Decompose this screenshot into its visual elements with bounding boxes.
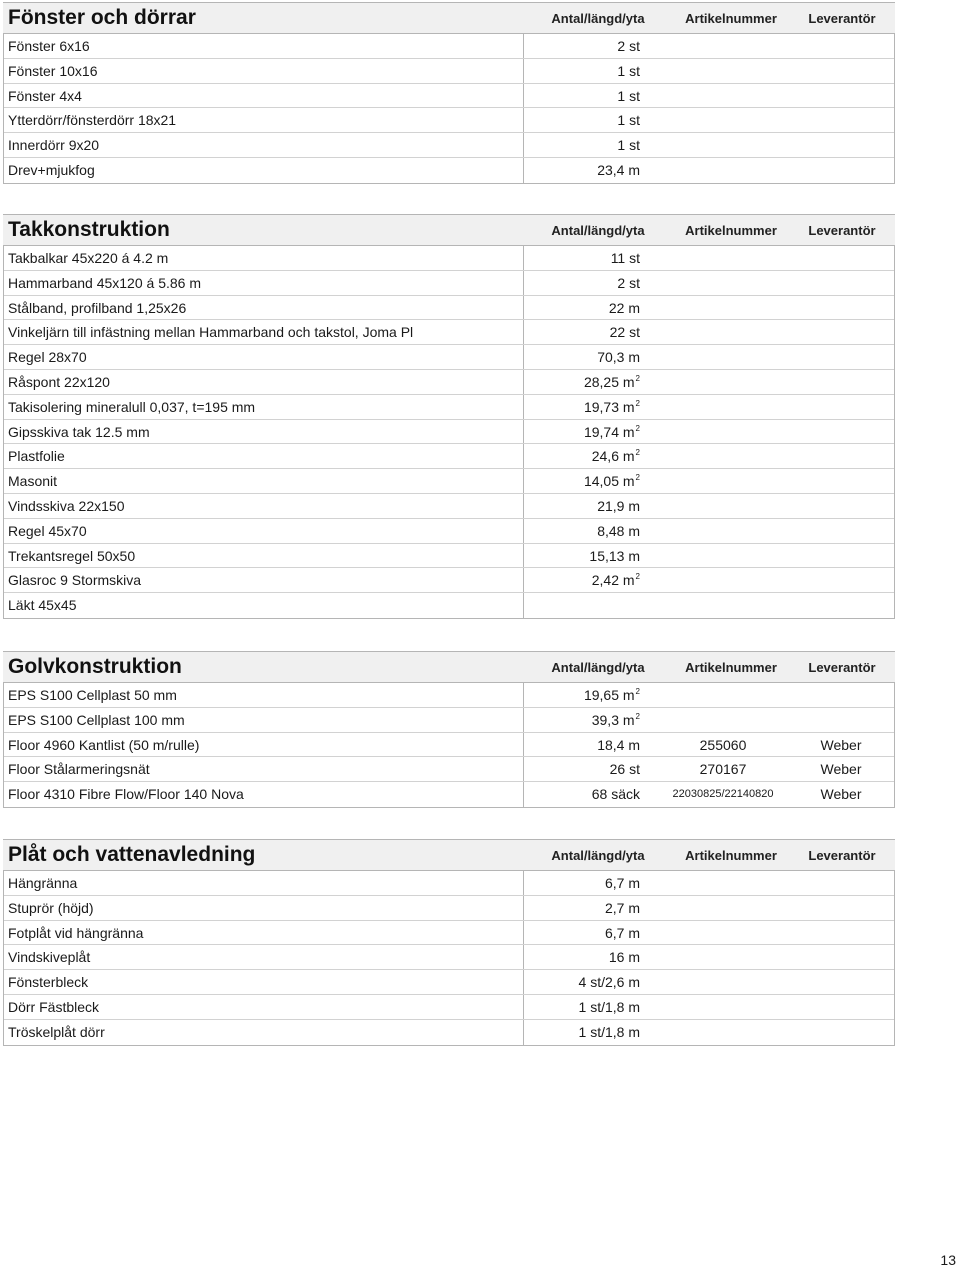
item-quantity xyxy=(523,544,658,568)
quantity-value: 2,42 m xyxy=(591,572,635,589)
quantity-value: 21,9 m xyxy=(597,497,640,514)
item-quantity xyxy=(523,733,658,757)
item-quantity xyxy=(523,593,658,618)
item-supplier xyxy=(788,519,894,543)
quantity-value: 8,48 m xyxy=(597,522,640,539)
quantity-value: 19,65 m xyxy=(583,687,635,703)
item-quantity xyxy=(523,568,658,592)
section-header xyxy=(3,2,895,34)
quantity-value: 2,7 m xyxy=(604,899,640,916)
item-article-number xyxy=(658,108,788,132)
quantity-value: 1 st xyxy=(617,62,640,79)
column-header-quantity: Antal/längd/yta xyxy=(551,11,645,26)
item-quantity xyxy=(523,782,658,807)
table-row xyxy=(4,271,894,296)
item-article-number xyxy=(658,345,788,369)
item-name: Takbalkar 45x220 á 4.2 m xyxy=(8,250,169,266)
table-row xyxy=(4,896,894,921)
item-supplier xyxy=(788,271,894,295)
column-header-article: Artikelnummer xyxy=(685,223,777,238)
item-article-number xyxy=(658,871,788,895)
item-article-number xyxy=(658,544,788,568)
unit-exponent: 2 xyxy=(635,373,640,383)
item-supplier xyxy=(788,708,894,732)
item-article-number xyxy=(658,568,788,592)
item-quantity xyxy=(523,108,658,132)
item-article-number xyxy=(658,995,788,1019)
item-quantity xyxy=(523,1020,658,1045)
quantity-value: 6,7 m xyxy=(604,924,640,941)
item-name: Innerdörr 9x20 xyxy=(8,137,100,154)
table-row xyxy=(4,108,894,133)
table-row xyxy=(4,708,894,733)
item-name: Hängränna xyxy=(8,875,78,891)
table-row xyxy=(4,970,894,995)
quantity-value: 24,6 m xyxy=(591,448,635,465)
item-supplier xyxy=(788,970,894,994)
item-article-number xyxy=(658,921,788,945)
table-row xyxy=(4,494,894,519)
item-name: Takisolering mineralull 0,037, t=195 mm xyxy=(8,398,256,415)
column-header-article: Artikelnummer xyxy=(685,660,777,675)
item-article-number xyxy=(658,246,788,270)
table-row xyxy=(4,158,894,183)
column-header-article: Artikelnummer xyxy=(685,11,777,26)
quantity-value: 39,3 m xyxy=(591,711,635,728)
section-table xyxy=(3,34,895,184)
item-supplier xyxy=(788,544,894,568)
section-table xyxy=(3,683,895,808)
item-name: Glasroc 9 Stormskiva xyxy=(8,572,142,589)
table-row xyxy=(4,544,894,569)
item-name: Floor 4960 Kantlist (50 m/rulle) xyxy=(8,736,200,753)
table-row xyxy=(4,921,894,946)
unit-exponent: 2 xyxy=(635,423,640,433)
column-header-supplier: Leverantör xyxy=(808,223,876,238)
quantity-value: 1 st xyxy=(617,137,640,154)
item-quantity xyxy=(523,871,658,895)
quantity-value: 11 st xyxy=(610,250,640,266)
item-article-number xyxy=(658,444,788,468)
item-name: Läkt 45x45 xyxy=(8,597,77,614)
item-supplier xyxy=(788,921,894,945)
item-article-number xyxy=(658,133,788,157)
section-table xyxy=(3,871,895,1046)
item-supplier xyxy=(788,395,894,419)
item-supplier xyxy=(788,593,894,618)
item-name: Råspont 22x120 xyxy=(8,373,110,390)
item-supplier xyxy=(788,1020,894,1045)
item-supplier: Weber xyxy=(820,736,862,753)
table-row xyxy=(4,34,894,59)
item-article-number xyxy=(658,296,788,320)
item-article-number xyxy=(658,519,788,543)
table-row xyxy=(4,995,894,1020)
item-article-number: 22030825/22140820 xyxy=(672,788,774,801)
item-name: Gipsskiva tak 12.5 mm xyxy=(8,423,150,440)
item-name: Tröskelplåt dörr xyxy=(8,1023,105,1040)
item-quantity xyxy=(523,296,658,320)
table-row xyxy=(4,246,894,271)
table-row xyxy=(4,945,894,970)
section-floor-construction xyxy=(3,651,895,808)
item-supplier xyxy=(788,444,894,468)
item-quantity xyxy=(523,271,658,295)
item-article-number xyxy=(658,420,788,444)
item-supplier: Weber xyxy=(820,786,862,803)
unit-exponent: 2 xyxy=(635,687,640,696)
quantity-value: 23,4 m xyxy=(597,161,640,178)
item-supplier xyxy=(788,59,894,83)
quantity-value: 1 st xyxy=(617,87,640,104)
section-title: Golvkonstruktion xyxy=(8,655,182,678)
table-row xyxy=(4,1020,894,1045)
item-article-number xyxy=(658,84,788,108)
table-row xyxy=(4,683,894,708)
item-quantity xyxy=(523,246,658,270)
item-supplier xyxy=(788,945,894,969)
item-quantity xyxy=(523,708,658,732)
column-header-supplier: Leverantör xyxy=(808,11,876,26)
item-supplier xyxy=(788,34,894,58)
item-supplier xyxy=(788,995,894,1019)
item-quantity xyxy=(523,995,658,1019)
item-article-number xyxy=(658,469,788,493)
page-number: 13 xyxy=(940,1252,956,1268)
item-name: Dörr Fästbleck xyxy=(8,998,100,1015)
item-supplier xyxy=(788,133,894,157)
item-name: Stålband, profilband 1,25x26 xyxy=(8,299,187,316)
section-table xyxy=(3,246,895,619)
item-quantity xyxy=(523,494,658,518)
table-row xyxy=(4,320,894,345)
item-quantity xyxy=(523,370,658,394)
table-row xyxy=(4,370,894,395)
item-article-number: 270167 xyxy=(699,761,747,778)
item-name: Vindsskiva 22x150 xyxy=(8,497,125,514)
table-row xyxy=(4,345,894,370)
item-supplier xyxy=(788,108,894,132)
section-title: Fönster och dörrar xyxy=(8,6,196,29)
quantity-value: 1 st/1,8 m xyxy=(578,998,640,1015)
section-header xyxy=(3,651,895,683)
item-article-number xyxy=(658,593,788,618)
table-row xyxy=(4,757,894,782)
quantity-value: 22 st xyxy=(609,324,640,341)
item-quantity xyxy=(523,158,658,183)
table-row xyxy=(4,84,894,109)
item-quantity xyxy=(523,59,658,83)
item-name: Vinkeljärn till infästning mellan Hammarband och takstol, Joma Pl xyxy=(8,324,414,341)
item-quantity xyxy=(523,420,658,444)
quantity-value: 2 st xyxy=(617,274,640,291)
item-article-number xyxy=(658,945,788,969)
item-supplier xyxy=(788,469,894,493)
item-article-number xyxy=(658,896,788,920)
quantity-value: 18,4 m xyxy=(597,736,640,753)
table-row xyxy=(4,395,894,420)
item-name: Ytterdörr/fönsterdörr 18x21 xyxy=(8,112,177,129)
item-name: Fönster 10x16 xyxy=(8,62,98,79)
quantity-value: 19,74 m xyxy=(583,423,635,440)
table-row xyxy=(4,444,894,469)
quantity-value: 14,05 m xyxy=(583,473,635,490)
quantity-value: 68 säck xyxy=(591,786,640,803)
item-supplier xyxy=(788,84,894,108)
item-quantity xyxy=(523,970,658,994)
item-name: Hammarband 45x120 á 5.86 m xyxy=(8,274,201,291)
column-header-quantity: Antal/längd/yta xyxy=(551,660,645,675)
section-header xyxy=(3,214,895,246)
item-supplier xyxy=(788,568,894,592)
item-name: Plastfolie xyxy=(8,448,65,465)
unit-exponent: 2 xyxy=(635,398,640,408)
item-quantity xyxy=(523,84,658,108)
item-quantity xyxy=(523,683,658,707)
item-name: Regel 28x70 xyxy=(8,349,87,366)
item-supplier xyxy=(788,420,894,444)
item-quantity xyxy=(523,896,658,920)
table-row xyxy=(4,420,894,445)
item-supplier xyxy=(788,158,894,183)
quantity-value: 70,3 m xyxy=(597,349,640,366)
item-name: Regel 45x70 xyxy=(8,522,87,539)
quantity-value: 16 m xyxy=(608,949,640,966)
item-name: Fönster 4x4 xyxy=(8,87,82,104)
table-row xyxy=(4,469,894,494)
quantity-value: 22 m xyxy=(608,299,640,316)
unit-exponent: 2 xyxy=(635,448,640,458)
table-row xyxy=(4,133,894,158)
column-header-quantity: Antal/längd/yta xyxy=(551,848,645,863)
column-header-quantity: Antal/längd/yta xyxy=(551,223,645,238)
quantity-value: 6,7 m xyxy=(604,875,640,891)
item-quantity xyxy=(523,921,658,945)
unit-exponent: 2 xyxy=(635,473,640,483)
item-supplier xyxy=(788,345,894,369)
section-roof-construction xyxy=(3,214,895,619)
item-name: Fönsterbleck xyxy=(8,974,89,991)
item-quantity xyxy=(523,469,658,493)
item-supplier xyxy=(788,871,894,895)
quantity-value: 1 st xyxy=(617,112,640,129)
section-windows-doors xyxy=(3,2,895,184)
item-name: Vindskiveplåt xyxy=(8,949,91,966)
item-article-number xyxy=(658,34,788,58)
item-article-number xyxy=(658,59,788,83)
item-article-number xyxy=(658,320,788,344)
table-row xyxy=(4,59,894,84)
item-quantity xyxy=(523,519,658,543)
item-name: Fönster 6x16 xyxy=(8,38,90,54)
unit-exponent: 2 xyxy=(635,711,640,721)
quantity-value: 19,73 m xyxy=(583,398,635,415)
quantity-value: 4 st/2,6 m xyxy=(578,974,640,991)
item-article-number xyxy=(658,1020,788,1045)
item-article-number xyxy=(658,395,788,419)
item-article-number xyxy=(658,370,788,394)
table-row xyxy=(4,782,894,807)
item-supplier xyxy=(788,246,894,270)
column-header-supplier: Leverantör xyxy=(808,848,876,863)
item-article-number xyxy=(658,158,788,183)
section-title: Plåt och vattenavledning xyxy=(8,843,256,866)
table-row xyxy=(4,568,894,593)
item-quantity xyxy=(523,945,658,969)
item-name: Floor Stålarmeringsnät xyxy=(8,761,150,778)
item-name: EPS S100 Cellplast 50 mm xyxy=(8,687,177,703)
section-title: Takkonstruktion xyxy=(8,218,170,241)
quantity-value: 15,13 m xyxy=(589,547,640,564)
table-row xyxy=(4,296,894,321)
item-article-number xyxy=(658,683,788,707)
quantity-value: 1 st/1,8 m xyxy=(578,1023,640,1040)
item-name: Drev+mjukfog xyxy=(8,161,95,178)
table-row xyxy=(4,733,894,758)
item-supplier xyxy=(788,683,894,707)
item-quantity xyxy=(523,444,658,468)
item-name: EPS S100 Cellplast 100 mm xyxy=(8,711,185,728)
column-header-supplier: Leverantör xyxy=(808,660,876,675)
section-sheet-metal-drainage xyxy=(3,839,895,1046)
item-quantity xyxy=(523,34,658,58)
quantity-value: 28,25 m xyxy=(583,373,635,390)
item-name: Masonit xyxy=(8,473,58,490)
item-article-number: 255060 xyxy=(699,736,747,753)
quantity-value: 26 st xyxy=(609,761,640,778)
item-supplier xyxy=(788,896,894,920)
item-quantity xyxy=(523,133,658,157)
item-quantity xyxy=(523,395,658,419)
table-row xyxy=(4,519,894,544)
quantity-value: 2 st xyxy=(617,38,640,54)
table-row xyxy=(4,593,894,618)
item-quantity xyxy=(523,320,658,344)
item-supplier xyxy=(788,320,894,344)
unit-exponent: 2 xyxy=(635,572,640,582)
item-article-number xyxy=(658,970,788,994)
table-row xyxy=(4,871,894,896)
item-article-number xyxy=(658,494,788,518)
item-supplier xyxy=(788,370,894,394)
item-supplier: Weber xyxy=(820,761,862,778)
item-name: Floor 4310 Fibre Flow/Floor 140 Nova xyxy=(8,786,244,803)
item-supplier xyxy=(788,296,894,320)
item-name: Fotplåt vid hängränna xyxy=(8,924,144,941)
item-article-number xyxy=(658,708,788,732)
section-header xyxy=(3,839,895,871)
item-quantity xyxy=(523,757,658,781)
item-article-number xyxy=(658,271,788,295)
item-name: Trekantsregel 50x50 xyxy=(8,547,136,564)
item-quantity xyxy=(523,345,658,369)
item-supplier xyxy=(788,494,894,518)
column-header-article: Artikelnummer xyxy=(685,848,777,863)
item-name: Stuprör (höjd) xyxy=(8,899,94,916)
